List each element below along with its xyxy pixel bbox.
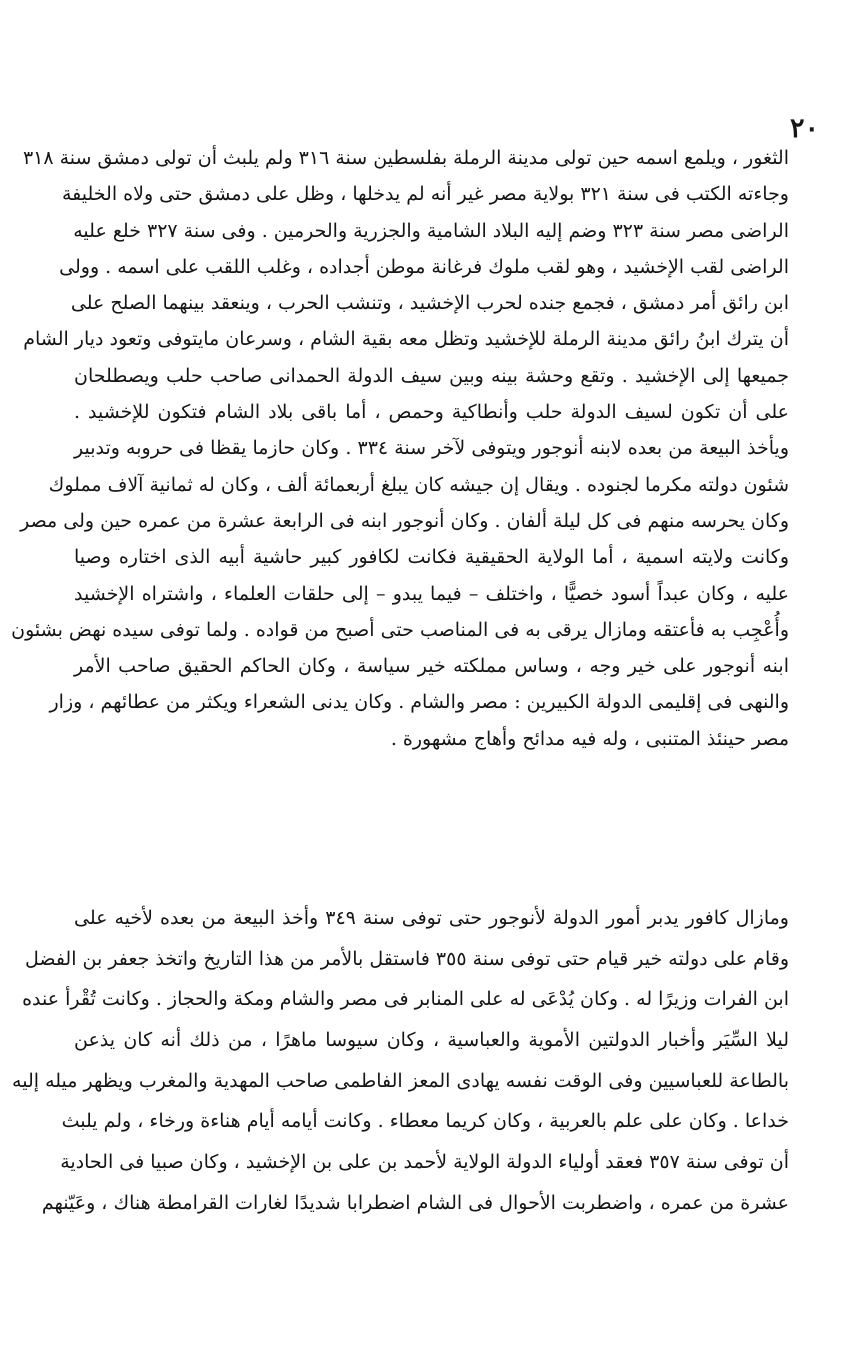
- text-line: على أن تكون لسيف الدولة حلب وأنطاكية وحمص ، أما باقى بلاد الشام فتكون للإخشيد .: [74, 401, 789, 424]
- text-line: ليلا السِّيَر وأخبار الدولتين الأموية والعباسية ، وكان سيوسا ماهرًا ، من ذلك أنه كان يذعن: [74, 1029, 789, 1052]
- text-line: عليه ، وكان عبداً أسود خصيًّا ، واختلف – فيما يبدو – إلى حلقات العلماء ، واشتراه الإخشيد: [74, 582, 789, 605]
- text-line: عشرة من عمره ، واضطربت الأحوال فى الشام اضطرابا شديدًا لغارات القرامطة هناك ، وعَيّنهم: [41, 1191, 789, 1214]
- text-line: الراضى لقب الإخشيد ، وهو لقب ملوك فرغانة موطن أجداده ، وغلب اللقب على اسمه . وولى: [59, 255, 789, 278]
- text-line: الراضى مصر سنة ٣٢٣ وضم إليه البلاد الشامية والجزرية والحرمين . وفى سنة ٣٢٧ خلع عليه: [73, 219, 789, 242]
- text-line: أن توفى سنة ٣٥٧ فعقد أولياء الدولة الولاية لأحمد بن على بن الإخشيد ، وكان صبيا فى الحادية: [60, 1151, 789, 1174]
- text-line: مصر حينئذ المتنبى ، وله فيه مدائح وأهاج مشهورة .: [390, 727, 789, 750]
- text-line: ابن الفرات وزيرًا له . وكان يُدْعَى له على المنابر فى مصر والشام ومكة والحجاز . وكانت تُقْرأ عنده: [22, 988, 789, 1011]
- text-line: الثغور ، ويلمع اسمه حين تولى مدينة الرملة بفلسطين سنة ٣١٦ ولم يلبث أن تولى دمشق سنة ٣١٨: [22, 147, 789, 169]
- text-line: شئون دولته مكرما لجنوده . ويقال إن جيشه كان يبلغ أربعمائة ألف ، وكان له ثمانية آلاف مملوك: [48, 473, 789, 496]
- text-line: وقام على دولته خير قيام حتى توفى سنة ٣٥٥ فاستقل بالأمر من هذا التاريخ واتخذ جعفر بن الفضل: [24, 947, 789, 970]
- text-line: جميعها إلى الإخشيد . وتقع وحشة بينه وبين سيف الدولة الحمدانى صاحب حلب ويصطلحان: [74, 364, 789, 387]
- text-line: أن يترك ابنُ رائق مدينة الرملة للإخشيد وتظل معه بقية الشام ، وسرعان مايتوفى وتعود ديار الشام: [23, 328, 789, 351]
- text-line: ابن رائق أمر دمشق ، فجمع جنده لحرب الإخشيد ، وتنشب الحرب ، وينعقد بينهما الصلح على: [70, 292, 789, 315]
- text-line: وكانت ولايته اسمية ، أما الولاية الحقيقية فكانت لكافور كبير حاشية أبيه الذى اختاره وصيا: [74, 546, 789, 569]
- text-line: ابنه أنوجور على خير وجه ، وساس مملكته خير سياسة ، وكان الحاكم الحقيق صاحب الأمر: [74, 655, 789, 678]
- text-line: والنهى فى إقليمى الدولة الكبيرين : مصر والشام . وكان يدنى الشعراء ويكثر من عطائهم ، وزار: [49, 691, 789, 714]
- text-line: ويأخذ البيعة من بعده لابنه أنوجور ويتوفى لآخر سنة ٣٣٤ . وكان حازما يقظا فى حروبه وتدبير: [74, 437, 790, 460]
- text-line: ومازال كافور يدبر أمور الدولة لأنوجور حتى توفى سنة ٣٤٩ وأخذ البيعة من بعده لأخيه على: [74, 907, 789, 929]
- text-line: بالطاعة للعباسيين وفى الوقت نفسه يهادى المعز الفاطمى صاحب المهدية والمغرب ويظهر ميله إليه: [12, 1069, 789, 1092]
- text-line: وكان يحرسه منهم فى كل ليلة ألفان . وكان أنوجور ابنه فى الرابعة عشرة من عمره حين ولى مصر: [20, 509, 789, 532]
- page-number: ٢٠: [789, 113, 819, 144]
- text-line: وجاءته الكتب فى سنة ٣٢١ بولاية مصر غير أنه لم يدخلها ، وظل على دمشق حتى ولاه الخليفة: [61, 183, 789, 206]
- paragraph-1: [11, 140, 790, 757]
- paragraph-2: [12, 898, 789, 1224]
- text-line: خداعا . وكان على علم بالعربية ، وكان كريما معطاء . وكانت أيامه أيام هناءة ورخاء ، ولم يلبث: [61, 1110, 789, 1133]
- text-line: وأُعْجِب به فأعتقه ومازال يرقى به فى المناصب حتى أصبح من قواده . ولما توفى سيده نهض بشئون: [11, 618, 789, 641]
